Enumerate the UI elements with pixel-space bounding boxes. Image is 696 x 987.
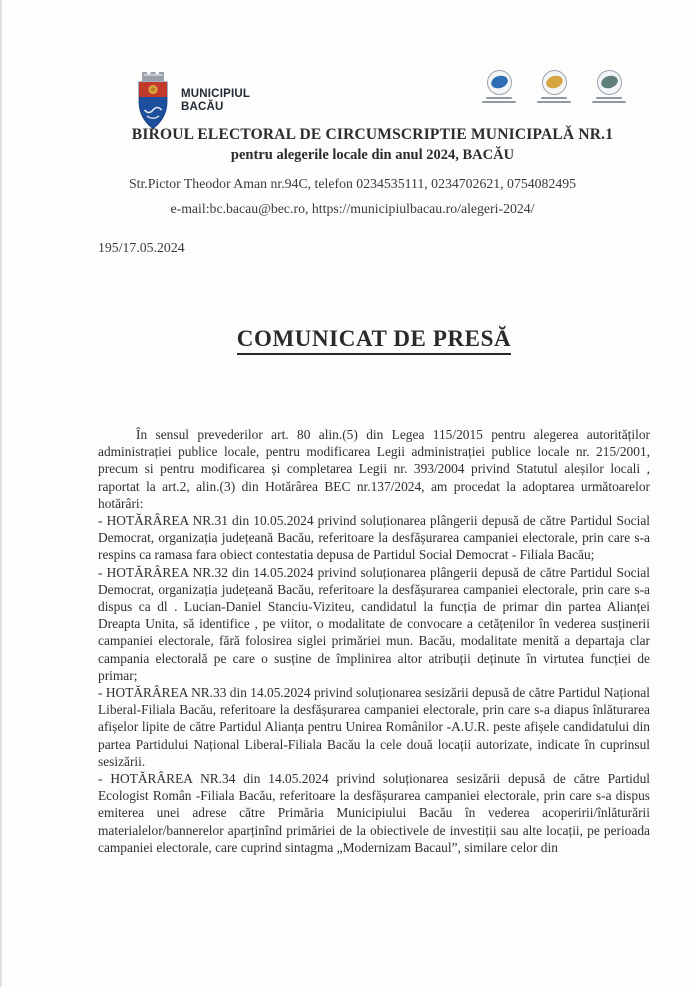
municipality-label-line1: MUNICIPIUL [181,88,251,100]
municipality-label [181,88,250,113]
org-name: BIROUL ELECTORAL DE CIRCUMSCRIPTIE MUNICIPALĂ NR.1 [131,126,614,143]
page-title [98,326,650,352]
municipality-label-line2: BACĂU [181,100,224,113]
paragraph-decision-34: - HOTĂRÂREA NR.34 din 14.05.2024 privind soluționarea sesizării depusă de către Partidul Ecologist Român -Filiala Bacău, referitoare la desfășurarea campaniei electorale, prin care s-a dispus emiterea unei adrese către Primăria Municipiului Bacău în vederea acoperirii/înlăturării materialelor/bannerelor aparținînd primăriei de la obiectivele de investiții sau alte locații, pe perioada campaniei electorale, care cuprind sintagma „Modernizam Bacaul”, similare celor din [98,771,650,855]
paragraph-decision-31: - HOTĂRÂREA NR.31 din 10.05.2024 privind soluționarea plângerii depusă de către Partidul Social Democrat, organizația județeană Bacău, referitoare la desfășurarea campaniei electorale, prin care s-a respins ca ramasa fara obiect contestatia depusa de Partidul Social Democrat - Filiala Bacău; [98,513,650,563]
paragraph-decision-33: - HOTĂRÂREA NR.33 din 14.05.2024 privind soluționarea sesizării depusă de către Partidul Național Liberal-Filiala Bacău, referitoare la desfășurarea campaniei electorale, prin care s-a diapus înlăturarea afișelor lipite de către Partidul Alianța pentru Unirea Românilor -A.U.R. peste afișele candidatului din partea Partidului Național Liberal-Filiala Bacău la cele două locații autorizate, indicate în cuprinsul sesizării. [98,685,650,769]
round-emblem-teal-icon [587,70,631,103]
paragraph-decision-32: - HOTĂRÂREA NR.32 din 14.05.2024 privind soluționarea plângerii depusă de către Partidul Social Democrat, organizația județeană Bacău, referitoare la desfășurarea campaniei electorale, prin care s-a dispus ca dl . Lucian-Daniel Stanciu-Viziteu, candidatul la funcția de primar din partea Alianței Dreapta Unita, să identifice , pe viitor, o modalitate de convocare a cetățenilor în vederea susținerii campaniei electorale, fără folosirea siglei primăriei mun. Bacău, modalitate menită a departaja clar campania electorală pe care o susține de împlinirea altor atribuții deținute în virtutea funcției de primar; [98,564,650,683]
reference-number: 195/17.05.2024 [98,240,185,255]
round-emblem-gold-icon [532,70,576,103]
document-body [98,426,650,856]
page-title-text: COMUNICAT DE PRESĂ [237,326,511,355]
address-line: Str.Pictor Theodor Aman nr.94C, telefon 0234535111, 0234702621, 0754082495 [128,176,577,191]
contact-line: e-mail:bc.bacau@bec.ro, https://municipiulbacau.ro/alegeri-2024/ [170,201,535,216]
paragraph-intro: În sensul prevederilor art. 80 alin.(5) din Legea 115/2015 pentru alegerea autorităților administrației publice locale, pentru modificarea Legii administrației publice locale nr. 215/2001, precum si pentru modificarea și completarea Legii nr. 393/2004 privind Statutul aleșilor locali , raportat la art.2, alin.(3) din Hotărârea BEC nr.137/2024, am procedat la adoptarea următoarelor hotărâri: [98,427,650,511]
round-emblem-blue-icon [477,70,521,103]
org-title-block [90,126,655,164]
header-badges [477,70,631,103]
org-subtitle: pentru alegerile locale din anul 2024, BACĂU [230,147,515,163]
